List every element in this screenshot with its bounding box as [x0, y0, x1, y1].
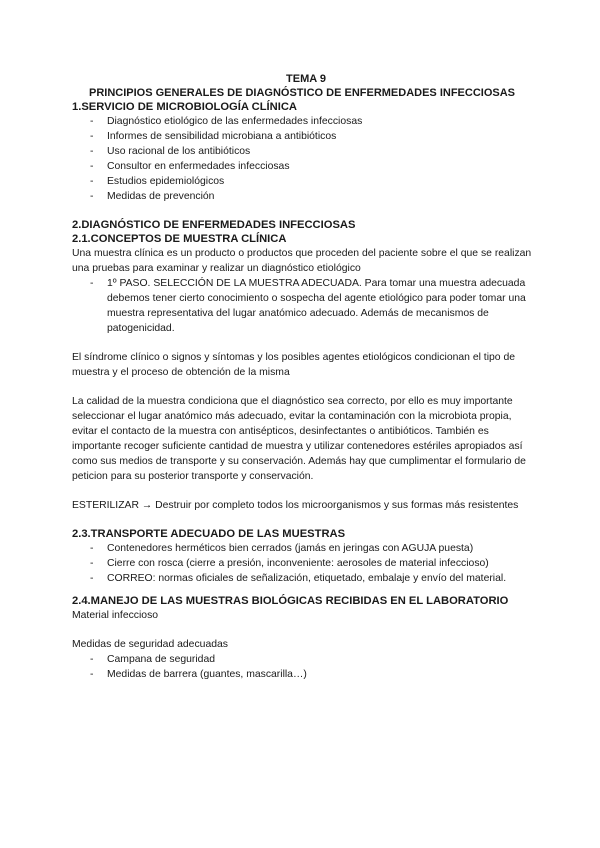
section-2-4-heading: 2.4.MANEJO DE LAS MUESTRAS BIOLÓGICAS RECIBIDAS EN EL LABORATORIO — [72, 595, 509, 607]
tema-label: TEMA 9 — [286, 73, 326, 85]
section-1-list — [72, 114, 532, 204]
safety-list — [72, 652, 532, 682]
list-item: - 1º PASO. SELECCIÓN DE LA MUESTRA ADECUADA. Para tomar una muestra adecuada debemos tener cierto conocimiento o sospecha del agente etiológico para poder tomar una muestra representativa del lugar anatómico adecuado. Además de mecanismos de patogenicidad. — [90, 276, 532, 336]
step-list — [72, 276, 532, 336]
paragraph-esterilizar: ESTERILIZAR → Destruir por completo todos los microorganismos y sus formas más resistentes — [72, 500, 519, 511]
list-item: - Medidas de prevención — [90, 189, 532, 204]
document-page — [72, 72, 532, 682]
muestra-clinica-definition: Una muestra clínica es un producto o productos que proceden del paciente sobre el que se realizan una pruebas para examinar y realizar un diagnóstico etiológico — [72, 248, 532, 274]
list-item: - Contenedores herméticos bien cerrados (jamás en jeringas con AGUJA puesta) — [90, 541, 532, 556]
section-1-heading: 1.SERVICIO DE MICROBIOLOGÍA CLÍNICA — [72, 101, 298, 113]
paragraph-calidad: La calidad de la muestra condiciona que el diagnóstico sea correcto, por ello es muy importante seleccionar el lugar anatómico más adecuado, evitar la contaminación con la microbiota propia, evitar el contacto de la muestra con antisépticos, desinfectantes o antibióticos. También es importante recoger suficiente cantidad de muestra y utilizar contenedores estériles apropiados así como sus medios de transporte y su conservación. Además hay que cumplimentar el formulario de peticion para su posterior transporte y conservación. — [72, 396, 526, 482]
paragraph-sindrome: El síndrome clínico o signos y síntomas y los posibles agentes etiológicos condicionan el tipo de muestra y el proceso de obtención de la misma — [72, 352, 516, 378]
list-item: - Diagnóstico etiológico de las enfermedades infecciosas — [90, 114, 532, 129]
material-infeccioso-text: Material infeccioso — [72, 610, 159, 621]
medidas-seguridad-text: Medidas de seguridad adecuadas — [72, 639, 228, 650]
list-item: - Consultor en enfermedades infecciosas — [90, 159, 532, 174]
list-item: - CORREO: normas oficiales de señalización, etiquetado, embalaje y envío del material. — [90, 571, 532, 586]
list-item: - Estudios epidemiológicos — [90, 174, 532, 189]
document-title: PRINCIPIOS GENERALES DE DIAGNÓSTICO DE ENFERMEDADES INFECCIOSAS — [89, 87, 515, 99]
section-2-1-heading: 2.1.CONCEPTOS DE MUESTRA CLÍNICA — [72, 233, 287, 245]
transport-list — [72, 541, 532, 586]
section-2-3-heading: 2.3.TRANSPORTE ADECUADO DE LAS MUESTRAS — [72, 528, 346, 540]
list-item: - Medidas de barrera (guantes, mascarilla…) — [90, 667, 532, 682]
list-item: - Campana de seguridad — [90, 652, 532, 667]
list-item: - Uso racional de los antibióticos — [90, 144, 532, 159]
list-item: - Informes de sensibilidad microbiana a antibióticos — [90, 129, 532, 144]
section-2-heading: 2.DIAGNÓSTICO DE ENFERMEDADES INFECCIOSAS — [72, 219, 356, 231]
list-item: - Cierre con rosca (cierre a presión, inconveniente: aerosoles de material infeccioso) — [90, 556, 532, 571]
